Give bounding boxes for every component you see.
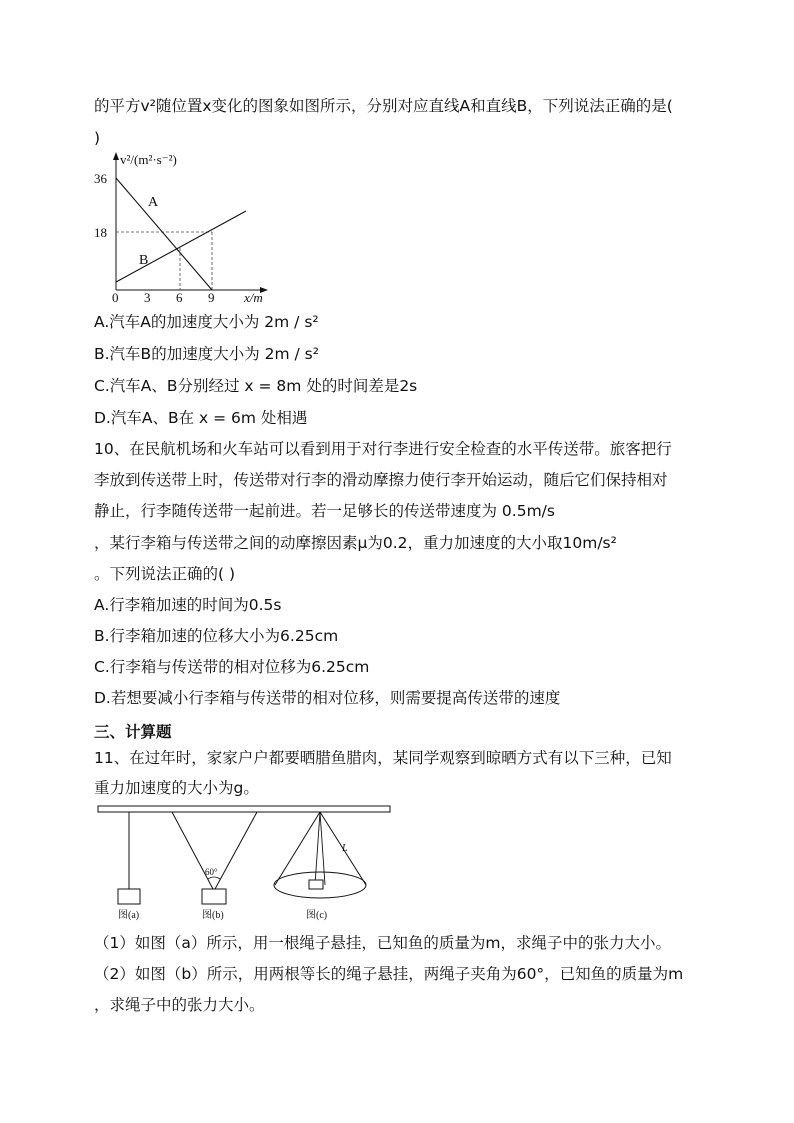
q11-part-1: （1）如图（a）所示，用一根绳子悬挂，已知鱼的质量为m，求绳子中的张力大小。 xyxy=(94,934,671,952)
fig-c-caption: 图(c) xyxy=(306,910,328,921)
line-b xyxy=(116,211,246,282)
q11-part-2-line-2: ，求绳子中的张力大小。 xyxy=(94,996,265,1014)
ceiling-bar xyxy=(98,806,390,812)
q11-part-2-line-1: （2）如图（b）所示，用两根等长的绳子悬挂，两绳子夹角为60°，已知鱼的质量为m xyxy=(94,965,684,983)
q9-option-a: A.汽车A的加速度大小为 2m / s² xyxy=(94,313,319,331)
x-tick-9: 9 xyxy=(208,290,215,305)
fig-c-rope xyxy=(315,812,320,885)
q9-graph xyxy=(94,150,294,305)
x-tick-3: 3 xyxy=(144,290,151,305)
fig-b-angle-arc xyxy=(208,877,220,879)
x-tick-6: 6 xyxy=(176,290,183,305)
y-axis-arrow xyxy=(113,152,119,160)
fig-b-rope-left xyxy=(172,812,213,889)
q9-stem-line-1: 的平方v²随位置x变化的图象如图所示，分别对应直线A和直线B，下列说法正确的是( xyxy=(94,97,673,115)
q10-option-d: D.若想要减小行李箱与传送带的相对位移，则需要提高传送带的速度 xyxy=(94,689,561,707)
fig-b-fish xyxy=(202,889,226,904)
fig-c-rope-2 xyxy=(320,812,325,885)
q10-line-2: 李放到传送带上时，传送带对行李的滑动摩擦力使行李开始运动，随后它们保持相对 xyxy=(94,471,668,489)
q10-line-3: 静止，行李随传送带一起前进。若一足够长的传送带速度为 0.5m/s xyxy=(94,502,555,520)
y-tick-18: 18 xyxy=(94,225,107,240)
q10-line-1: 10、在民航机场和火车站可以看到用于对行李进行安全检查的水平传送带。旅客把行 xyxy=(94,440,672,458)
q10-option-b: B.行李箱加速的位移大小为6.25cm xyxy=(94,627,339,645)
line-a xyxy=(116,178,212,290)
y-tick-36: 36 xyxy=(94,171,107,186)
fig-b-caption: 图(b) xyxy=(202,910,224,921)
fig-b-angle-label: 60° xyxy=(205,867,218,877)
x-tick-0: 0 xyxy=(112,290,119,305)
q11-stem-line-1: 11、在过年时，家家户户都要晒腊鱼腊肉，某同学观察到晾晒方式有以下三种，已知 xyxy=(94,749,672,767)
line-a-label: A xyxy=(148,195,159,210)
q11-stem-line-2: 重力加速度的大小为g。 xyxy=(94,779,259,797)
q10-option-a: A.行李箱加速的时间为0.5s xyxy=(94,596,282,614)
y-axis-label: v²/(m²·s⁻²) xyxy=(120,152,177,167)
q10-option-c: C.行李箱与传送带的相对位移为6.25cm xyxy=(94,658,370,676)
fig-c-fish xyxy=(309,880,323,889)
q9-stem-line-2: ) xyxy=(94,129,101,147)
q10-line-5: 。下列说法正确的( ) xyxy=(94,565,236,583)
section-3-heading: 三、计算题 xyxy=(94,723,172,741)
q9-option-d: D.汽车A、B在 x = 6m 处相遇 xyxy=(94,409,308,427)
q10-line-4: ，某行李箱与传送带之间的动摩擦因素μ为0.2，重力加速度的大小取10m/s² xyxy=(94,534,617,552)
fig-b-rope-right xyxy=(215,812,257,889)
q9-option-c: C.汽车A、B分别经过 x = 8m 处的时间差是2s xyxy=(94,377,418,395)
q11-figure xyxy=(94,803,394,925)
line-b-label: B xyxy=(139,253,149,268)
fig-c-length-label: L xyxy=(342,843,348,854)
fig-a-caption: 图(a) xyxy=(118,910,140,921)
fig-a-fish xyxy=(118,889,140,904)
x-axis-label: x/m xyxy=(244,290,263,305)
q9-option-b: B.汽车B的加速度大小为 2m / s² xyxy=(94,345,319,363)
